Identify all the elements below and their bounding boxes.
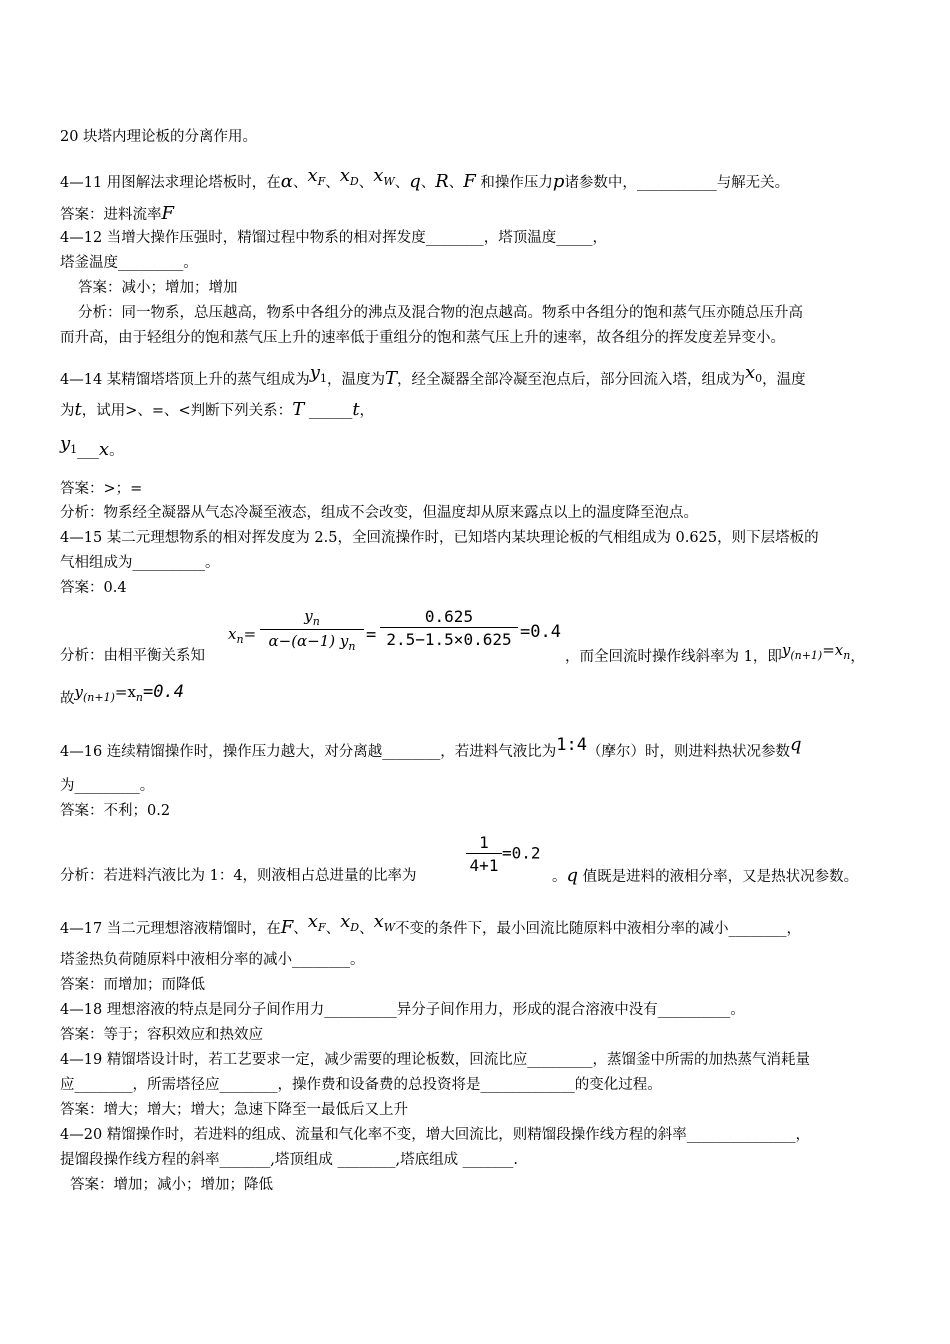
question-4-14-cont: 为t，试用>、=、<判断下列关系：T ______t，: [60, 399, 375, 420]
answer-4-11: 答案：进料流率F: [60, 203, 174, 224]
question-4-11: 4—11 用图解法求理论塔板时，在α、$x_F$、$x_D$、$x_W$、q、R、F 和操作压力p诸参数中，___________与解无关。: [60, 165, 790, 192]
question-4-15-cont: 气相组成为__________。: [60, 555, 220, 571]
question-4-20-cont: 提馏段操作线方程的斜率_______,塔顶组成 ________,塔底组成 _______.: [60, 1152, 519, 1168]
analysis-4-15-label: 分析：由相平衡关系知: [60, 648, 205, 664]
question-4-12-cont: 塔釜温度_________。: [60, 255, 198, 271]
math-t: t: [352, 399, 360, 420]
equation-4-16: $\frac{1}{4+1}$ =0.2: [466, 833, 541, 875]
math-F: F: [280, 917, 294, 938]
math-x: x: [98, 439, 110, 460]
math-y-n1: $y_{(n+1)}=x_n$: [781, 641, 851, 662]
math-F: F: [161, 203, 174, 224]
math-xF: $x_F$: [307, 911, 326, 934]
question-4-19: 4—19 精馏塔设计时，若工艺要求一定，减少需要的理论板数，回流比应_________，蒸馏釜中所需的加热蒸气消耗量: [60, 1052, 811, 1068]
math-xW: $x_W$: [373, 165, 395, 188]
answer-4-16: 答案：不利；0.2: [60, 803, 171, 819]
analysis-4-12-cont: 而升高，由于轻组分的饱和蒸气压上升的速率低于重组分的饱和蒸气压上升的速率，故各组分的挥发度差异变小。: [60, 330, 785, 346]
math-y1: $y_1$: [309, 362, 327, 385]
answer-4-15: 答案：0.4: [60, 580, 127, 596]
math-p: p: [552, 171, 565, 192]
answer-4-18: 答案：等于；容积效应和热效应: [60, 1027, 263, 1043]
question-4-20: 4—20 精馏操作时，若进料的组成、流量和气化率不变，增大回流比，则精馏段操作线方程的斜率_______________，: [60, 1127, 811, 1143]
math-q: q: [790, 734, 802, 755]
math-final-0.4: $y_{(n+1)}=x_n=0.4$: [74, 682, 184, 704]
analysis-4-15-mid: ，而全回流时操作线斜率为 1，即$y_{(n+1)}=x_n$，: [565, 641, 865, 665]
analysis-4-16: 分析：若进料汽液比为 1：4，则液相占总进量的比率为: [60, 868, 417, 884]
analysis-4-16-cont: 。q 值既是进料的液相分率，又是热状况参数。: [552, 865, 859, 886]
question-4-14: 4—14 某精馏塔塔顶上升的蒸气组成为$y_1$，温度为T，经全凝器全部冷凝至泡点后，部分回流入塔，组成为$x_0$，温度: [60, 362, 806, 389]
question-4-17: 4—17 当二元理想溶液精馏时，在F、$x_F$、$x_D$、$x_W$不变的条件下，最小回流比随原料中液相分率的减小________，: [60, 911, 802, 938]
math-y1: $y_1$: [60, 433, 78, 456]
answer-4-19: 答案：增大；增大；增大；急速下降至一最低后又上升: [60, 1102, 408, 1118]
analysis-4-14: 分析：物系经全凝器从气态冷凝至液态，组成不会改变，但温度却从原来露点以上的温度降至泡点。: [60, 505, 698, 521]
question-4-14-relation: $y_1\_\_\_x$。: [60, 433, 124, 460]
math-x0: $x_0$: [744, 362, 763, 385]
analysis-4-15-cont: 故$y_{(n+1)}=x_n=0.4$: [60, 682, 184, 707]
answer-4-12: 答案：减小；增加；增加: [78, 280, 238, 296]
math-q: q: [409, 171, 421, 192]
answer-4-20: 答案：增加；减小；增加；降低: [70, 1177, 273, 1193]
math-alpha: α: [280, 171, 293, 192]
math-R: R: [435, 171, 449, 192]
math-xF: $x_F$: [307, 165, 326, 188]
math-q: q: [566, 865, 579, 886]
math-xD: $x_D$: [340, 911, 360, 934]
answer-4-17: 答案：而增加；而降低: [60, 977, 205, 993]
answer-4-14: 答案：>；=: [60, 481, 143, 497]
question-4-12: 4—12 当增大操作压强时，精馏过程中物系的相对挥发度________，塔顶温度_____，: [60, 230, 608, 246]
math-ratio: 1:4: [556, 735, 588, 755]
math-T: T: [384, 368, 397, 389]
analysis-4-12: 分析：同一物系，总压越高，物系中各组分的沸点及混合物的泡点越高。物系中各组分的饱和蒸气压亦随总压升高: [78, 305, 803, 321]
math-T: T: [292, 399, 305, 420]
text-line: 20 块塔内理论板的分离作用。: [60, 129, 258, 145]
math-t: t: [74, 399, 82, 420]
math-F: F: [463, 171, 476, 192]
question-4-16-cont: 为_________。: [60, 778, 155, 794]
math-xD: $x_D$: [339, 165, 359, 188]
question-4-19-cont: 应________，所需塔径应________，操作费和设备费的总投资将是_____________的变化过程。: [60, 1077, 662, 1093]
question-4-15: 4—15 某二元理想物系的相对挥发度为 2.5，全回流操作时，已知塔内某块理论板的气相组成为 0.625，则下层塔板的: [60, 530, 819, 546]
question-4-18: 4—18 理想溶液的特点是同分子间作用力__________异分子间作用力，形成的混合溶液中没有__________。: [60, 1002, 745, 1018]
document-page: 20 块塔内理论板的分离作用。 4—11 用图解法求理论塔板时，在α、$x_F$、$x_D$、$x_W$、q、R、F 和操作压力p诸参数中，___________与解无关。 答案：进料流率F 4—12 当增大操作压强时，精馏过程中物系的相对挥发度________，塔顶温度_____， 塔釜温度_________。 答案：减小；增加；增加 分析：同一物系，总压越高，物系中各组分的沸点及混合物的泡点越高。物系中各组分的饱和蒸气压亦随总压升高 而升高，由于轻组分的饱和蒸气压上升的速率低于重组分的饱和蒸气压上升的速率，故各组分的挥发度差异变小。 4—14 某精馏塔塔顶上升的蒸气组成为$y_1$，温度为T，经全凝器全部冷凝至泡点后，部分回流入塔，组成为$x_0$，温度 为t，试用>、=、<判断下列关系：T ______t， $y_1\_\_\_x$。 答案：>；= 分析：物系经全凝器从气态冷凝至液态，组成不会改变，但温度却从原来露点以上的温度降至泡点。 4—15 某二元理想物系的相对挥发度为 2.5，全回流操作时，已知塔内某块理论板的气相组成为 0.625，则下层塔板的 气相组成为__________。 答案：0.4 分析：由相平衡关系知 $x_n=$ $\frac{y_n}{\alpha-(\alpha-1) y_n}$ = $\frac{0.625}{2.5-1.5\times 0.625}$ =0.4 ，而全回流时操作线斜率为 1，即$y_{(n+1)}=x_n$， 故$y_{(n+1)}=x_n=0.4$ 4—16 连续精馏操作时，操作压力越大，对分离越________，若进料气液比为1:4（摩尔）时，则进料热状况参数q 为_________。 答案：不利；0.2 分析：若进料汽液比为 1：4，则液相占总进量的比率为 $\frac{1}{4+1}$ =0.2 。q 值既是进料的液相分率，又是热状况参数。 4—17 当二元理想溶液精馏时，在F、$x_F$、$x_D$、$x_W$不变的条件下，最小回流比随原料中液相分率的减小________， 塔釜热负荷随原料中液相分率的减小________。 答案：而增加；而降低 4—18 理想溶液的特点是同分子间作用力__________异分子间作用力，形成的混合溶液中没有__________。 答案：等于；容积效应和热效应 4—19 精馏塔设计时，若工艺要求一定，减少需要的理论板数，回流比应_________，蒸馏釜中所需的加热蒸气消耗量 应________，所需塔径应________，操作费和设备费的总投资将是_____________的变化过程。 答案：增大；增大；增大；急速下降至一最低后又上升 4—20 精馏操作时，若进料的组成、流量和气化率不变，增大回流比，则精馏段操作线方程的斜率_______________， 提馏段操作线方程的斜率_______,塔顶组成 ________,塔底组成 _______. 答案：增加；减小；增加；降低: [60, 129, 865, 1193]
question-4-17-cont: 塔釜热负荷随原料中液相分率的减小________。: [60, 952, 365, 968]
math-xW: $x_W$: [373, 911, 396, 934]
question-4-16: 4—16 连续精馏操作时，操作压力越大，对分离越________，若进料气液比为1:4（摩尔）时，则进料热状况参数q: [60, 734, 802, 760]
